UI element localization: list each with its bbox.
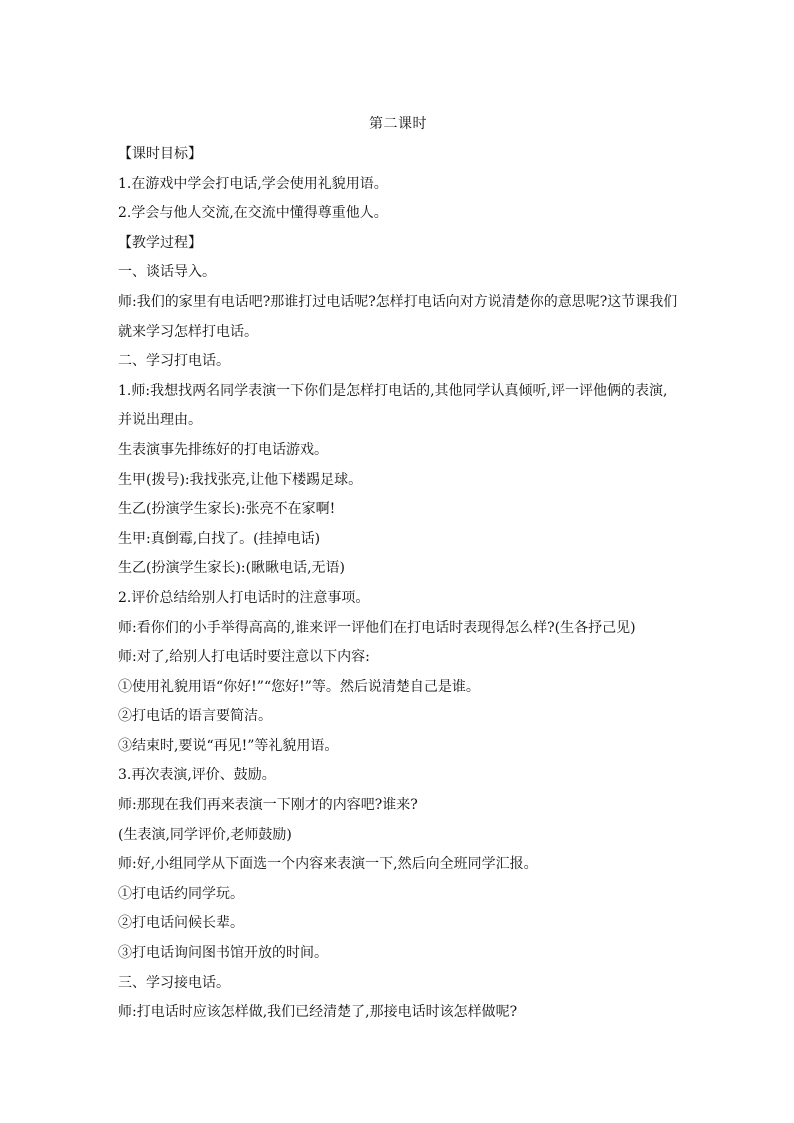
paragraph-line: 师:看你们的小手举得高高的,谁来评一评他们在打电话时表现得怎么样?(生各抒己见) — [118, 619, 636, 636]
list-item: ②打电话的语言要简洁。 — [118, 708, 272, 725]
paragraph-line: 就来学习怎样打电话。 — [118, 323, 258, 340]
list-item: ③打电话询问图书馆开放的时间。 — [118, 945, 328, 962]
document-page — [118, 110, 678, 1028]
dialogue-line: 生甲:真倒霉,白找了。(挂掉电话) — [118, 530, 321, 547]
dialogue-line: 生甲(拨号):我找张亮,让他下楼踢足球。 — [118, 471, 363, 488]
list-item: ①打电话约同学玩。 — [118, 885, 244, 902]
step-heading: 二、学习打电话。 — [118, 353, 230, 370]
list-item: ①使用礼貌用语“你好!”“您好!”等。然后说清楚自己是谁。 — [118, 678, 480, 695]
list-item: ③结束时,要说“再见!”等礼貌用语。 — [118, 737, 339, 754]
section-heading-goals: 【课时目标】 — [118, 146, 202, 162]
paragraph-line: 师:好,小组同学从下面选一个内容来表演一下,然后向全班同学汇报。 — [118, 856, 538, 873]
goal-item: 2.学会与他人交流,在交流中懂得尊重他人。 — [118, 205, 388, 222]
lesson-title: 第二课时 — [369, 116, 427, 132]
paragraph-line: 师:那现在我们再来表演一下刚才的内容吧?谁来? — [118, 797, 418, 814]
step-heading: 一、谈话导入。 — [118, 264, 216, 281]
dialogue-line: 生乙(扮演学生家长):(瞅瞅电话,无语) — [118, 560, 346, 577]
lesson-body — [118, 140, 678, 1028]
paragraph-line: 师:打电话时应该怎样做,我们已经清楚了,那接电话时该怎样做呢? — [118, 1004, 518, 1021]
paragraph-line: 2.评价总结给别人打电话时的注意事项。 — [118, 589, 370, 606]
paragraph-line: 师:我们的家里有电话吧?那谁打过电话呢?怎样打电话向对方说清楚你的意思呢?这节课我们 — [118, 293, 678, 310]
paragraph-line: 1.师:我想找两名同学表演一下你们是怎样打电话的,其他同学认真倾听,评一评他俩的表演, — [118, 382, 668, 399]
dialogue-line: 生乙(扮演学生家长):张亮不在家啊! — [118, 501, 336, 518]
step-heading: 三、学习接电话。 — [118, 974, 230, 991]
paragraph-line: 生表演事先排练好的打电话游戏。 — [118, 441, 328, 458]
paragraph-line: 师:对了,给别人打电话时要注意以下内容: — [118, 649, 370, 666]
paragraph-line: (生表演,同学评价,老师鼓励) — [118, 826, 292, 843]
paragraph-line: 3.再次表演,评价、鼓励。 — [118, 767, 276, 784]
list-item: ②打电话问候长辈。 — [118, 915, 244, 932]
paragraph-line: 并说出理由。 — [118, 412, 202, 429]
section-heading-process: 【教学过程】 — [118, 234, 202, 251]
goal-item: 1.在游戏中学会打电话,学会使用礼貌用语。 — [118, 175, 388, 192]
